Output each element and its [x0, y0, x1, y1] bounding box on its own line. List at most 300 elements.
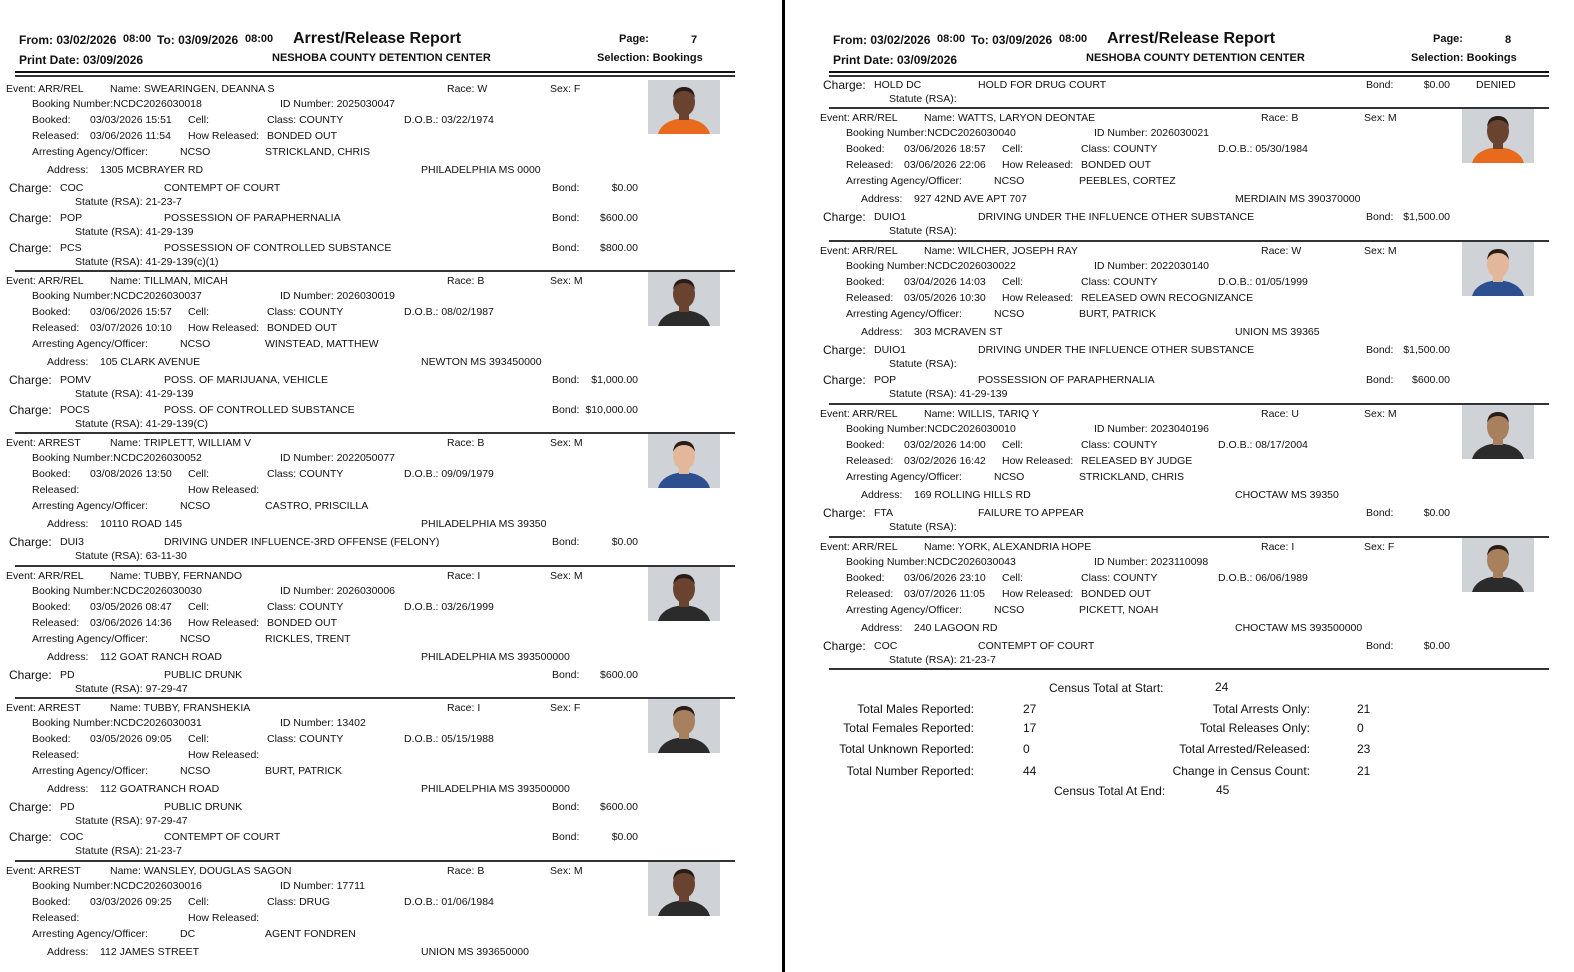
sex: Sex: F: [550, 702, 581, 714]
city-state-zip: CHOCTAW MS 393500000: [1235, 622, 1363, 634]
bond-amount: $600.00: [600, 669, 638, 681]
charge-label: Charge:: [823, 78, 866, 92]
arresting-label: Arresting Agency/Officer:: [846, 175, 962, 187]
statute: Statute (RSA): 41-29-139: [75, 226, 194, 238]
arresting-agency: NCSO: [180, 765, 211, 777]
event-type: Event: ARR/REL: [820, 408, 898, 420]
dob: D.O.B.: 03/26/1999: [404, 601, 494, 613]
how-released-label: How Released:: [188, 484, 260, 496]
address-label: Address:: [47, 946, 89, 958]
arresting-officer: PICKETT, NOAH: [1079, 604, 1159, 616]
booked-label: Booked:: [32, 896, 71, 908]
bond-amount: $0.00: [611, 182, 638, 194]
class: Class: COUNTY: [267, 306, 344, 318]
charge-label: Charge:: [823, 343, 866, 357]
id-number: ID Number: 2023110098: [1094, 556, 1209, 568]
census-start-value: 24: [1215, 680, 1229, 694]
inmate-name: Name: TUBBY, FERNANDO: [110, 570, 243, 582]
bond-label: Bond:: [552, 242, 580, 254]
arresting-agency: DC: [180, 928, 196, 940]
charge-label: Charge:: [9, 211, 52, 225]
charge-code: DUIO1: [874, 344, 907, 356]
charge-code: PCS: [60, 242, 82, 254]
bond-label: Bond:: [1366, 79, 1394, 91]
how-released: BONDED OUT: [267, 322, 338, 334]
charge-description: POSS. OF MARIJUANA, VEHICLE: [164, 374, 328, 386]
charge-description: DRIVING UNDER THE INFLUENCE OTHER SUBSTANCE: [978, 211, 1255, 223]
city-state-zip: PHILADELPHIA MS 0000: [421, 164, 541, 176]
sex: Sex: M: [1364, 112, 1397, 124]
header-to-date: To: 03/09/2026: [971, 33, 1053, 47]
charge-code: FTA: [874, 507, 894, 519]
charge-code: POP: [874, 374, 897, 386]
bond-label: Bond:: [1366, 211, 1394, 223]
booked-label: Booked:: [846, 439, 885, 451]
summary-left-value: 27: [1023, 702, 1037, 716]
race: Race: B: [447, 437, 485, 449]
charge-description: PUBLIC DRUNK: [164, 669, 243, 681]
released-label: Released:: [32, 484, 80, 496]
arresting-agency: NCSO: [180, 146, 211, 158]
booking-separator: [15, 270, 735, 272]
city-state-zip: PHILADELPHIA MS 39350: [421, 518, 547, 530]
bond-label: Bond:: [1366, 507, 1394, 519]
mugshot-photo: [648, 434, 720, 488]
header-to-time: 08:00: [1059, 33, 1088, 45]
booked-datetime: 03/08/2026 13:50: [90, 468, 172, 480]
summary-right-value: 21: [1357, 764, 1371, 778]
bond-label: Bond:: [552, 404, 580, 416]
released-label: Released:: [32, 130, 80, 142]
arresting-officer: AGENT FONDREN: [265, 928, 356, 940]
arresting-label: Arresting Agency/Officer:: [32, 338, 148, 350]
bond-amount: $0.00: [1423, 640, 1450, 652]
statute: Statute (RSA):: [889, 225, 957, 237]
bond-amount: $0.00: [611, 831, 638, 843]
arresting-officer: PEEBLES, CORTEZ: [1079, 175, 1176, 187]
bond-label: Bond:: [552, 831, 580, 843]
arresting-officer: STRICKLAND, CHRIS: [265, 146, 371, 158]
booked-datetime: 03/05/2026 09:05: [90, 733, 172, 745]
class: Class: COUNTY: [1081, 143, 1158, 155]
booking-number: Booking Number:NCDC2026030016: [32, 880, 202, 892]
facility-name: NESHOBA COUNTY DETENTION CENTER: [1086, 52, 1305, 64]
print-date: Print Date: 03/09/2026: [19, 53, 144, 67]
address-label: Address:: [861, 622, 903, 634]
mugshot-photo: [648, 80, 720, 134]
booking-separator: [829, 240, 1549, 242]
summary-left-value: 44: [1023, 764, 1037, 778]
released-label: Released:: [32, 617, 80, 629]
page-divider: [782, 0, 785, 972]
statute: Statute (RSA): 97-29-47: [75, 683, 188, 695]
event-type: Event: ARR/REL: [6, 83, 84, 95]
how-released-label: How Released:: [188, 617, 260, 629]
arresting-agency: NCSO: [180, 338, 211, 350]
city-state-zip: UNION MS 393650000: [421, 946, 529, 958]
booking-number: Booking Number:NCDC2026030022: [846, 260, 1016, 272]
booking-separator: [829, 536, 1549, 538]
class: Class: COUNTY: [267, 601, 344, 613]
summary-left-label: Total Females Reported:: [843, 721, 974, 735]
charge-description: CONTEMPT OF COURT: [164, 182, 281, 194]
statute: Statute (RSA): 63-11-30: [75, 550, 187, 562]
summary-left-label: Total Unknown Reported:: [839, 742, 974, 756]
how-released-label: How Released:: [1002, 455, 1074, 467]
bond-amount: $0.00: [1423, 507, 1450, 519]
arresting-agency: NCSO: [994, 604, 1025, 616]
address-label: Address:: [47, 783, 89, 795]
released-label: Released:: [32, 749, 80, 761]
statute: Statute (RSA): 41-29-139: [889, 388, 1008, 400]
bond-label: Bond:: [1366, 374, 1394, 386]
released-datetime: 03/06/2026 11:54: [90, 130, 171, 142]
address-label: Address:: [47, 356, 89, 368]
bond-label: Bond:: [552, 212, 580, 224]
header-rule-bottom: [829, 75, 1549, 77]
report-title: Arrest/Release Report: [1107, 30, 1276, 47]
header-from-time: 08:00: [123, 33, 152, 45]
city-state-zip: CHOCTAW MS 39350: [1235, 489, 1339, 501]
bond-amount: $600.00: [600, 801, 638, 813]
bond-label: Bond:: [552, 669, 580, 681]
booking-separator: [15, 697, 735, 699]
released-label: Released:: [846, 588, 894, 600]
inmate-name: Name: WANSLEY, DOUGLAS SAGON: [110, 865, 292, 877]
dob: D.O.B.: 06/06/1989: [1218, 572, 1308, 584]
summary-right-label: Total Arrests Only:: [1212, 702, 1310, 716]
event-type: Event: ARR/REL: [820, 112, 898, 124]
address: 10110 ROAD 145: [100, 518, 183, 530]
inmate-name: Name: YORK, ALEXANDRIA HOPE: [924, 541, 1092, 553]
dob: D.O.B.: 05/15/1988: [404, 733, 494, 745]
sex: Sex: M: [550, 437, 583, 449]
cell-label: Cell:: [188, 306, 210, 318]
how-released-label: How Released:: [1002, 292, 1074, 304]
city-state-zip: NEWTON MS 393450000: [421, 356, 542, 368]
booked-datetime: 03/06/2026 18:57: [904, 143, 986, 155]
inmate-name: Name: WILLIS, TARIQ Y: [924, 408, 1039, 420]
address-label: Address:: [47, 518, 89, 530]
arresting-officer: WINSTEAD, MATTHEW: [265, 338, 379, 350]
bond-amount: $0.00: [1423, 79, 1450, 91]
race: Race: W: [1261, 245, 1302, 257]
page-label: Page:: [1433, 33, 1463, 45]
address-label: Address:: [47, 164, 89, 176]
page-number: 8: [1505, 34, 1512, 46]
statute: Statute (RSA):: [889, 521, 957, 533]
charge-code: POP: [60, 212, 83, 224]
facility-name: NESHOBA COUNTY DETENTION CENTER: [272, 52, 491, 64]
summary-rule: [829, 668, 1549, 670]
statute: Statute (RSA):: [889, 358, 957, 370]
race: Race: U: [1261, 408, 1299, 420]
arresting-officer: BURT, PATRICK: [1079, 308, 1157, 320]
header-to-date: To: 03/09/2026: [157, 33, 239, 47]
header-from-date: From: 03/02/2026: [833, 33, 931, 47]
bond-amount: $600.00: [1412, 374, 1450, 386]
released-label: Released:: [846, 159, 894, 171]
selection: Selection: Bookings: [1411, 52, 1517, 64]
mugshot-photo: [1462, 538, 1534, 592]
booked-datetime: 03/05/2026 08:47: [90, 601, 172, 613]
city-state-zip: UNION MS 39365: [1235, 326, 1320, 338]
statute: Statute (RSA): 97-29-47: [75, 815, 188, 827]
city-state-zip: PHILADELPHIA MS 393500000: [421, 651, 570, 663]
address-label: Address:: [47, 651, 89, 663]
bond-label: Bond:: [552, 801, 580, 813]
arresting-agency: NCSO: [180, 500, 211, 512]
charge-label: Charge:: [9, 373, 52, 387]
charge-label: Charge:: [823, 506, 866, 520]
event-type: Event: ARR/REL: [820, 541, 898, 553]
booked-datetime: 03/06/2026 15:57: [90, 306, 172, 318]
summary-right-label: Change in Census Count:: [1172, 764, 1310, 778]
how-released-label: How Released:: [1002, 588, 1074, 600]
id-number: ID Number: 2025030047: [280, 98, 395, 110]
id-number: ID Number: 2026030006: [280, 585, 395, 597]
charge-code: COC: [874, 640, 898, 652]
event-type: Event: ARR/REL: [6, 275, 84, 287]
booking-number: Booking Number:NCDC2026030031: [32, 717, 202, 729]
statute: Statute (RSA):: [889, 93, 957, 105]
booking-number: Booking Number:NCDC2026030010: [846, 423, 1016, 435]
statute: Statute (RSA): 21-23-7: [889, 654, 996, 666]
arresting-label: Arresting Agency/Officer:: [846, 308, 962, 320]
bond-label: Bond:: [552, 182, 580, 194]
dob: D.O.B.: 08/17/2004: [1218, 439, 1308, 451]
class: Class: COUNTY: [1081, 572, 1158, 584]
booking-number: Booking Number:NCDC2026030040: [846, 127, 1016, 139]
summary-left-label: Total Males Reported:: [857, 702, 974, 716]
cell-label: Cell:: [188, 114, 210, 126]
charge-description: CONTEMPT OF COURT: [978, 640, 1095, 652]
header-to-time: 08:00: [245, 33, 274, 45]
booked-datetime: 03/03/2026 09:25: [90, 896, 172, 908]
address: 169 ROLLING HILLS RD: [914, 489, 1031, 501]
sex: Sex: F: [550, 83, 581, 95]
cell-label: Cell:: [188, 733, 210, 745]
inmate-name: Name: SWEARINGEN, DEANNA S: [110, 83, 275, 95]
booked-label: Booked:: [32, 114, 71, 126]
charge-label: Charge:: [9, 668, 52, 682]
id-number: ID Number: 2022030140: [1094, 260, 1209, 272]
address: 112 GOAT RANCH ROAD: [100, 651, 222, 663]
mugshot-photo: [648, 567, 720, 621]
arresting-label: Arresting Agency/Officer:: [846, 604, 962, 616]
how-released: BONDED OUT: [1081, 159, 1152, 171]
statute: Statute (RSA): 41-29-139: [75, 388, 194, 400]
bond-amount: $1,000.00: [591, 374, 638, 386]
how-released-label: How Released:: [1002, 159, 1074, 171]
how-released-label: How Released:: [188, 912, 260, 924]
bond-label: Bond:: [552, 536, 580, 548]
header-rule-bottom: [15, 75, 735, 77]
how-released: BONDED OUT: [267, 130, 338, 142]
booked-datetime: 03/03/2026 15:51: [90, 114, 172, 126]
bond-label: Bond:: [1366, 344, 1394, 356]
census-end-label: Census Total At End:: [1054, 784, 1166, 798]
race: Race: B: [447, 275, 485, 287]
address-label: Address:: [861, 326, 903, 338]
charge-label: Charge:: [9, 830, 52, 844]
race: Race: I: [447, 570, 481, 582]
page-number: 7: [691, 34, 698, 46]
sex: Sex: M: [1364, 245, 1397, 257]
bond-amount: $1,500.00: [1403, 344, 1450, 356]
race: Race: I: [1261, 541, 1295, 553]
booking-separator: [15, 860, 735, 862]
charge-code: DUIO1: [874, 211, 907, 223]
class: Class: COUNTY: [267, 114, 344, 126]
arresting-officer: RICKLES, TRENT: [265, 633, 351, 645]
arresting-label: Arresting Agency/Officer:: [32, 146, 148, 158]
charge-description: FAILURE TO APPEAR: [978, 507, 1084, 519]
arresting-label: Arresting Agency/Officer:: [32, 500, 148, 512]
charge-label: Charge:: [9, 403, 52, 417]
charge-code: PD: [60, 801, 75, 813]
booking-separator: [829, 403, 1549, 405]
charge-label: Charge:: [9, 241, 52, 255]
booked-datetime: 03/02/2026 14:00: [904, 439, 986, 451]
statute: Statute (RSA): 41-29-139(c)(1): [75, 256, 219, 268]
charge-description: POSSESSION OF CONTROLLED SUBSTANCE: [164, 242, 392, 254]
header-rule-top: [829, 71, 1549, 73]
charge-description: POSSESSION OF PARAPHERNALIA: [978, 374, 1155, 386]
address: 112 JAMES STREET: [100, 946, 200, 958]
charge-description: PUBLIC DRUNK: [164, 801, 243, 813]
statute: Statute (RSA): 21-23-7: [75, 845, 182, 857]
dob: D.O.B.: 01/06/1984: [404, 896, 494, 908]
mugshot-photo: [1462, 109, 1534, 163]
race: Race: B: [1261, 112, 1299, 124]
sex: Sex: F: [1364, 541, 1395, 553]
arresting-label: Arresting Agency/Officer:: [32, 633, 148, 645]
cell-label: Cell:: [1002, 276, 1024, 288]
summary-left-label: Total Number Reported:: [846, 764, 974, 778]
race: Race: W: [447, 83, 488, 95]
booked-datetime: 03/04/2026 14:03: [904, 276, 986, 288]
bond-amount: $800.00: [600, 242, 638, 254]
report-page-7: [0, 0, 782, 972]
booking-separator: [15, 565, 735, 567]
charge-label: Charge:: [9, 535, 52, 549]
summary-left-value: 17: [1023, 721, 1037, 735]
mugshot-photo: [1462, 242, 1534, 296]
class: Class: COUNTY: [1081, 439, 1158, 451]
dob: D.O.B.: 08/02/1987: [404, 306, 494, 318]
cell-label: Cell:: [188, 896, 210, 908]
released-label: Released:: [32, 912, 80, 924]
print-date: Print Date: 03/09/2026: [833, 53, 958, 67]
booked-label: Booked:: [846, 572, 885, 584]
charge-label: Charge:: [823, 639, 866, 653]
released-datetime: 03/05/2026 10:30: [904, 292, 986, 304]
cell-label: Cell:: [1002, 572, 1024, 584]
charge-description: DRIVING UNDER INFLUENCE-3RD OFFENSE (FELONY): [164, 536, 440, 548]
id-number: ID Number: 17711: [280, 880, 366, 892]
bond-label: Bond:: [1366, 640, 1394, 652]
released-datetime: 03/06/2026 14:36: [90, 617, 172, 629]
summary-right-value: 0: [1357, 721, 1364, 735]
arresting-officer: CASTRO, PRISCILLA: [265, 500, 369, 512]
released-label: Released:: [32, 322, 80, 334]
class: Class: COUNTY: [267, 468, 344, 480]
statute: Statute (RSA): 21-23-7: [75, 196, 182, 208]
charge-description: POSS. OF CONTROLLED SUBSTANCE: [164, 404, 355, 416]
dob: D.O.B.: 01/05/1999: [1218, 276, 1308, 288]
address-label: Address:: [861, 489, 903, 501]
how-released: BONDED OUT: [1081, 588, 1152, 600]
bond-label: Bond:: [552, 374, 580, 386]
mugshot-photo: [648, 699, 720, 753]
arresting-agency: NCSO: [994, 471, 1025, 483]
race: Race: I: [447, 702, 481, 714]
booking-separator: [15, 432, 735, 434]
released-datetime: 03/02/2026 16:42: [904, 455, 986, 467]
charge-code: POCS: [60, 404, 90, 416]
booked-label: Booked:: [846, 143, 885, 155]
charge-label: Charge:: [823, 210, 866, 224]
arresting-label: Arresting Agency/Officer:: [32, 765, 148, 777]
inmate-name: Name: TUBBY, FRANSHEKIA: [110, 702, 251, 714]
arresting-agency: NCSO: [180, 633, 211, 645]
arresting-label: Arresting Agency/Officer:: [32, 928, 148, 940]
arresting-officer: BURT, PATRICK: [265, 765, 343, 777]
released-datetime: 03/07/2026 11:05: [904, 588, 985, 600]
event-type: Event: ARR/REL: [6, 570, 84, 582]
inmate-name: Name: WATTS, LARYON DEONTAE: [924, 112, 1096, 124]
how-released: RELEASED OWN RECOGNIZANCE: [1081, 292, 1254, 304]
dob: D.O.B.: 03/22/1974: [404, 114, 494, 126]
summary-right-label: Total Arrested/Released:: [1179, 742, 1310, 756]
bond-amount: $600.00: [600, 212, 638, 224]
id-number: ID Number: 2026030019: [280, 290, 395, 302]
cell-label: Cell:: [188, 601, 210, 613]
charge-code: DUI3: [60, 536, 84, 548]
id-number: ID Number: 2022050077: [280, 452, 395, 464]
header-from-time: 08:00: [937, 33, 966, 45]
class: Class: DRUG: [267, 896, 331, 908]
booking-number: Booking Number:NCDC2026030018: [32, 98, 202, 110]
city-state-zip: PHILADELPHIA MS 393500000: [421, 783, 570, 795]
booking-number: Booking Number:NCDC2026030037: [32, 290, 202, 302]
class: Class: COUNTY: [1081, 276, 1158, 288]
summary-right-label: Total Releases Only:: [1199, 721, 1310, 735]
cell-label: Cell:: [1002, 143, 1024, 155]
charge-code: PD: [60, 669, 75, 681]
id-number: ID Number: 2026030021: [1094, 127, 1209, 139]
how-released: RELEASED BY JUDGE: [1081, 455, 1193, 467]
released-datetime: 03/07/2026 10:10: [90, 322, 172, 334]
event-type: Event: ARREST: [6, 865, 81, 877]
booked-label: Booked:: [32, 733, 71, 745]
arresting-label: Arresting Agency/Officer:: [846, 471, 962, 483]
charge-code: COC: [60, 831, 84, 843]
arresting-agency: NCSO: [994, 175, 1025, 187]
selection: Selection: Bookings: [597, 52, 703, 64]
bond-amount: $0.00: [611, 536, 638, 548]
report-page-8: [786, 0, 1574, 972]
charge-description: CONTEMPT OF COURT: [164, 831, 281, 843]
inmate-name: Name: TILLMAN, MICAH: [110, 275, 228, 287]
how-released-label: How Released:: [188, 322, 260, 334]
charge-code: COC: [60, 182, 84, 194]
dob: D.O.B.: 09/09/1979: [404, 468, 494, 480]
event-type: Event: ARREST: [6, 702, 81, 714]
charge-label: Charge:: [9, 181, 52, 195]
address: 1305 MCBRAYER RD: [100, 164, 204, 176]
